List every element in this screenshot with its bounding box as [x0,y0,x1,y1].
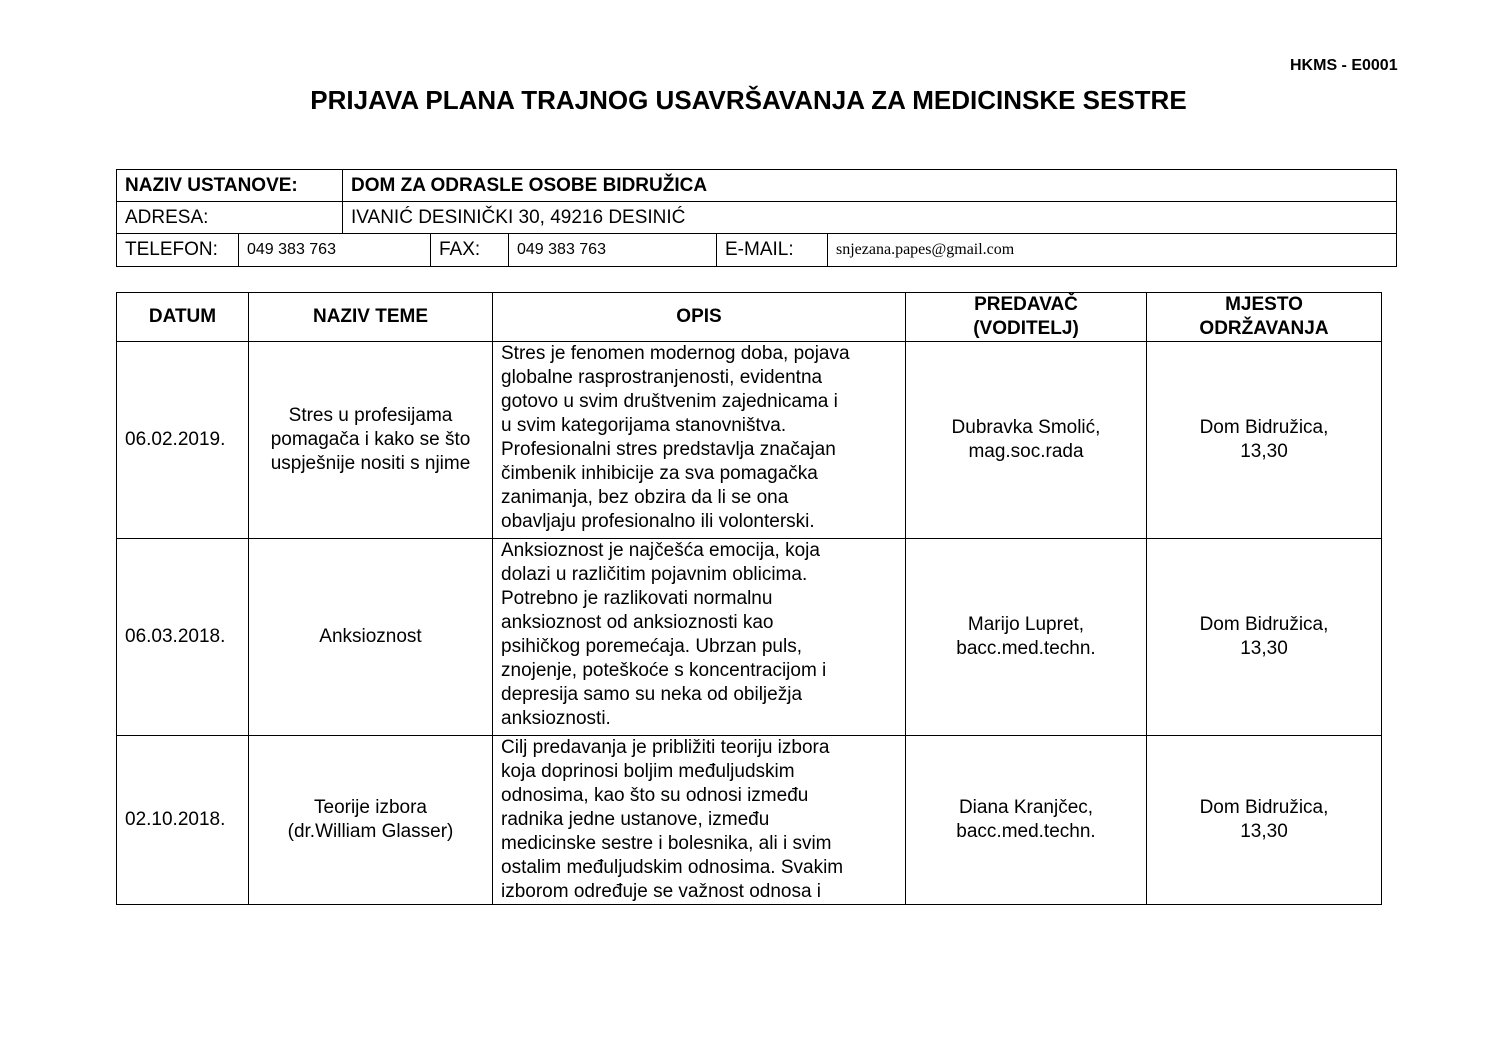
phone-label: TELEFON: [117,234,239,266]
header-predavac-line2: (VODITELJ) [973,318,1079,339]
cell-predavac-line: mag.soc.rada [968,441,1084,462]
cell-opis-line: obavljaju profesionalno ili volonterski. [501,511,815,532]
cell-mjesto-line: 13,30 [1240,638,1288,659]
header-mjesto-line1: MJESTO [1225,294,1303,315]
address-label: ADRESA: [117,202,343,233]
email-label: E-MAIL: [717,234,828,266]
cell-predavac-line: Marijo Lupret, [967,614,1085,635]
cell-opis-line: izborom određuje se važnost odnosa i [501,881,822,902]
cell-opis-line: koja doprinosi boljim međuljudskim [501,761,795,782]
cell-naziv-teme [249,539,493,736]
contact-row [117,234,1396,266]
cell-mjesto [1147,342,1382,539]
cell-mjesto-line: Dom Bidružica, [1199,417,1329,438]
cell-mjesto [1147,736,1382,905]
opis-clip [501,736,899,904]
cell-opis [493,342,906,539]
cell-predavac-line: bacc.med.techn. [956,821,1096,842]
cell-opis-line: odnosima, kao što su odnosi između [501,785,809,806]
form-code: HKMS - E0001 [1290,57,1398,74]
cell-opis-line: Stres je fenomen modernog doba, pojava [501,343,850,364]
phone-value: 049 383 763 [239,234,431,266]
cell-opis-line: znojenje, poteškoće s koncentracijom i [501,660,827,681]
cell-predavac [906,736,1147,905]
cell-mjesto-line: 13,30 [1240,821,1288,842]
cell-opis-line: gotovo u svim društvenim zajednicama i [501,391,838,412]
cell-opis-line: dolazi u različitim pojavnim oblicima. [501,564,808,585]
header-predavac-line1: PREDAVAČ [974,294,1078,315]
table-row [117,539,1382,736]
cell-datum: 06.02.2019. [117,342,249,539]
cell-mjesto-line: 13,30 [1240,441,1288,462]
cell-mjesto [1147,539,1382,736]
cell-opis-line: čimbenik inhibicije za sva pomagačka [501,463,818,484]
cell-naziv-teme [249,736,493,905]
cell-datum: 02.10.2018. [117,736,249,905]
cell-mjesto-line: Dom Bidružica, [1199,797,1329,818]
header-mjesto-line2: ODRŽAVANJA [1199,318,1329,339]
institution-name-value: DOM ZA ODRASLE OSOBE BIDRUŽICA [351,174,708,196]
header-predavac [906,293,1147,342]
table-row [117,342,1382,539]
cell-opis [493,736,906,905]
header-naziv-teme: NAZIV TEME [249,293,493,342]
cell-opis-line: u svim kategorijama stanovništva. [501,415,787,436]
header-mjesto [1147,293,1382,342]
cell-opis-line: anksioznost od anksioznosti kao [501,612,774,633]
cell-opis [493,539,906,736]
cell-opis-line: depresija samo su neka od obilježja [501,684,803,705]
cell-datum: 06.03.2018. [117,539,249,736]
cell-opis-line: globalne rasprostranjenosti, evidentna [501,367,823,388]
cell-predavac-line: bacc.med.techn. [956,638,1096,659]
cell-predavac [906,539,1147,736]
address-value: IVANIĆ DESINIČKI 30, 49216 DESINIĆ [351,206,686,228]
email-value[interactable]: snjezana.papes@gmail.com [836,241,1015,258]
cell-opis-line: psihičkog poremećaja. Ubrzan puls, [501,636,802,657]
institution-name-label: NAZIV USTANOVE: [117,170,343,201]
cell-naziv-teme-line: Stres u profesijama [288,405,453,426]
institution-info-table [116,169,1397,267]
cell-mjesto-line: Dom Bidružica, [1199,614,1329,635]
header-opis: OPIS [493,293,906,342]
cell-opis-line: radnika jedne ustanove, između [501,809,770,830]
cell-predavac [906,342,1147,539]
cell-opis-line: Cilj predavanja je približiti teoriju izbora [501,737,830,758]
cell-naziv-teme-line: uspješnije nositi s njime [270,453,471,474]
cell-naziv-teme-line: Teorije izbora [314,797,427,818]
header-datum: DATUM [117,293,249,342]
cell-naziv-teme-line: pomagača i kako se što [270,429,471,450]
cell-opis-line: anksioznosti. [501,708,611,729]
cell-opis-line: Profesionalni stres predstavlja značajan [501,439,836,460]
table-row [117,736,1382,905]
cell-opis-line: Potrebno je razlikovati normalnu [501,588,773,609]
table-header-row [117,293,1382,342]
cell-opis-line: medicinske sestre i bolesnika, ali i svim [501,833,832,854]
fax-label: FAX: [431,234,509,266]
cell-predavac-line: Diana Kranjčec, [958,797,1094,818]
institution-name-row [117,170,1396,202]
cell-naziv-teme-line: (dr.William Glasser) [287,821,454,842]
cell-naziv-teme-line: Anksioznost [319,626,422,647]
education-plan-table [116,292,1382,905]
cell-opis-line: Anksioznost je najčešća emocija, koja [501,540,820,561]
cell-predavac-line: Dubravka Smolić, [951,417,1101,438]
page-title: PRIJAVA PLANA TRAJNOG USAVRŠAVANJA ZA MEDICINSKE SESTRE [310,85,1187,115]
fax-value: 049 383 763 [509,234,717,266]
cell-naziv-teme [249,342,493,539]
cell-opis-line: ostalim međuljudskim odnosima. Svakim [501,857,844,878]
cell-opis-line: zanimanja, bez obzira da li se ona [501,487,789,508]
address-row [117,202,1396,234]
